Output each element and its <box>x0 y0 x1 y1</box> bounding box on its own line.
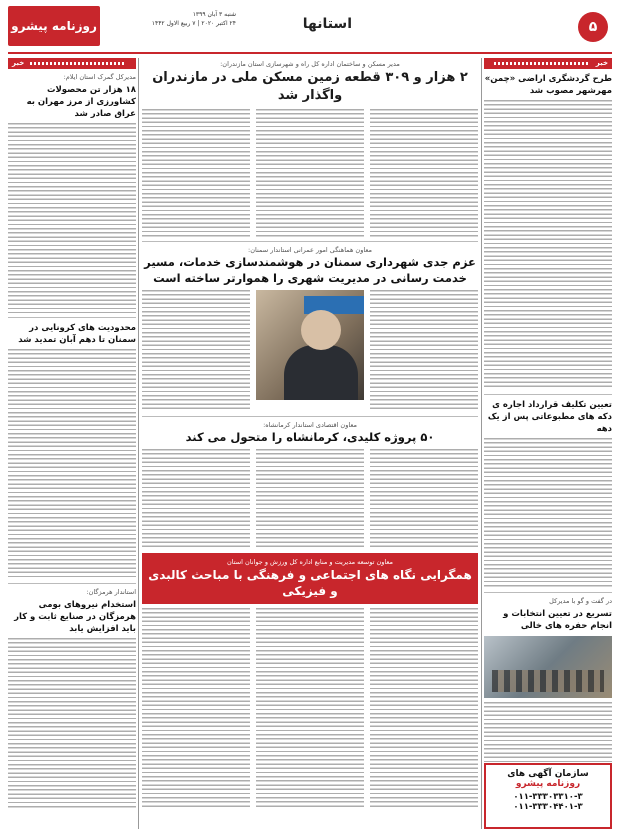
right-column <box>484 58 612 829</box>
story-headline: طرح گردشگری اراضی «چمن» مهرشهر مصوب شد <box>484 74 612 96</box>
feature-kicker: معاون توسعه مدیریت و منابع اداره کل ورزش و جوانان استان <box>227 558 393 566</box>
ad-brand: روزنامه پیشرو <box>515 779 581 789</box>
news-photo <box>256 290 364 400</box>
story-body <box>484 100 612 390</box>
story-body <box>370 290 478 412</box>
newspaper-logo: روزنامه پیشرو <box>8 6 100 46</box>
story-headline: محدودیت های کرونایی در سمنان تا دهم آبان تمدید شد <box>18 323 136 345</box>
lead-kicker: مدیر مسکن و ساختمان اداره کل راه و شهرسازی استان مازندران: <box>220 60 400 68</box>
feature-body <box>142 608 478 808</box>
section-title: استانها <box>302 16 352 32</box>
story-body <box>484 438 612 588</box>
feature-headline: همگرایی نگاه های اجتماعی و فرهنگی با مباحث کالبدی و فیزیکی <box>148 568 472 598</box>
page-number: ۵ <box>578 12 608 42</box>
issue-info <box>106 10 236 28</box>
story-kicker: استاندار هرمزگان: <box>86 588 136 596</box>
story-headline: استخدام نیروهای بومی هرمزگان در صنایع ثابت و کار باید افزایش یابد <box>14 600 136 634</box>
story-body <box>142 449 478 549</box>
lead-body <box>142 109 478 237</box>
column-divider <box>138 58 139 829</box>
story-body <box>8 123 136 313</box>
story-headline: تعیین تکلیف قرارداد اجاره ی دکه های مطبوعاتی پس از یک دهه <box>487 400 612 434</box>
story-headline: ۵۰ پروژه کلیدی، کرمانشاه را متحول می کند <box>185 430 435 444</box>
header-rule <box>8 52 612 54</box>
story-body <box>8 638 136 808</box>
section-tag <box>484 58 612 69</box>
section-tag-label: خبر <box>595 59 608 67</box>
story-kicker: در گفت و گو با مدیرکل <box>549 597 612 605</box>
section-tag-label: خبر <box>12 59 25 67</box>
ad-title: سازمان آگهی های <box>507 769 589 779</box>
story-body <box>142 290 250 412</box>
column-divider <box>481 58 482 829</box>
story-kicker: معاون اقتصادی استاندار کرمانشاه: <box>263 421 357 429</box>
left-column <box>8 58 136 829</box>
story-photo <box>484 636 612 698</box>
story-headline: عزم جدی شهرداری سمنان در هوشمندسازی خدمات، مسیر خدمت رسانی در مدیریت شهری را هموارتر ساخته است <box>144 255 476 285</box>
issue-date-gregorian: ۲۴ اکتبر ۲۰۲۰ | ۷ ربیع الاول ۱۴۴۲ <box>151 20 236 27</box>
story-kicker: مدیرکل گمرک استان ایلام: <box>63 73 136 81</box>
feature-box <box>142 553 478 604</box>
masthead <box>8 6 612 50</box>
lead-headline: ۲ هزار و ۳۰۹ قطعه زمین مسکن ملی در مازندران واگذار شد <box>152 70 468 103</box>
issue-date-persian: شنبه ۳ آبان ۱۳۹۹ <box>192 11 236 18</box>
middle-column <box>142 58 478 829</box>
story-kicker: معاون هماهنگی امور عمرانی استاندار سمنان: <box>248 246 372 254</box>
ad-box <box>484 763 612 829</box>
story-headline: ۱۸ هزار تن محصولات کشاورزی از مرز مهران به عراق صادر شد <box>26 85 136 119</box>
story-body <box>484 702 612 762</box>
story-headline: تسریع در تعیین انتخابات و انجام حفره های خالی <box>503 609 612 631</box>
ad-phone: ۰۱۱-۳۳۳۰۳۳۱۰-۳ ۰۱۱-۳۳۳۰۴۴۰۱-۳ <box>513 792 583 812</box>
section-tag <box>8 58 136 69</box>
story-body <box>8 349 136 579</box>
